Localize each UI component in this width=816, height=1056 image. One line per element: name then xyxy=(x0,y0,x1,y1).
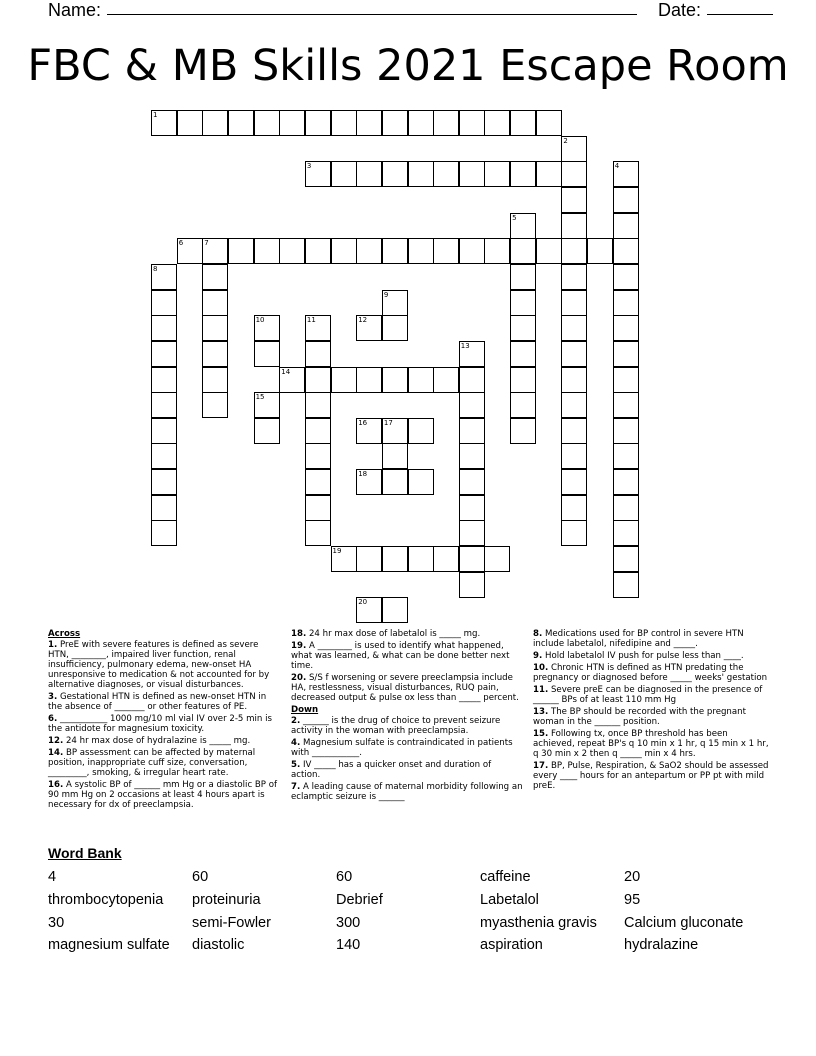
clue-number-label: 12. xyxy=(48,736,64,746)
crossword-cell[interactable] xyxy=(613,546,639,572)
crossword-cell[interactable] xyxy=(510,161,536,187)
clue-item xyxy=(291,760,523,780)
clue-item xyxy=(48,780,280,810)
word-bank-entry: proteinuria xyxy=(192,892,261,908)
crossword-cell[interactable] xyxy=(151,418,177,444)
crossword-cell[interactable] xyxy=(613,443,639,469)
crossword-cell[interactable] xyxy=(613,238,639,264)
date-label: Date: xyxy=(658,0,702,20)
crossword-cell[interactable] xyxy=(613,290,639,316)
clue-text: 24 hr max dose of labetalol is _____ mg. xyxy=(306,629,481,639)
word-bank-entry: 60 xyxy=(336,869,353,885)
crossword-cell[interactable] xyxy=(510,367,536,393)
crossword-cell[interactable] xyxy=(561,161,587,187)
crossword-cell[interactable] xyxy=(561,315,587,341)
crossword-cell[interactable] xyxy=(561,213,587,239)
clue-number: 5 xyxy=(512,213,517,222)
clue-number: 8 xyxy=(153,264,158,273)
crossword-cell[interactable] xyxy=(279,238,305,264)
crossword-cell[interactable] xyxy=(561,264,587,290)
crossword-cell[interactable] xyxy=(408,238,434,264)
clue-item xyxy=(533,663,769,683)
word-bank-entry: 60 xyxy=(192,869,209,885)
word-bank-entry: Debrief xyxy=(336,892,383,908)
crossword-cell[interactable] xyxy=(228,110,254,136)
crossword-cell[interactable] xyxy=(613,469,639,495)
crossword-cell[interactable] xyxy=(408,110,434,136)
crossword-cell[interactable] xyxy=(510,110,536,136)
clue-number: 18 xyxy=(358,470,368,479)
clue-number: 11 xyxy=(306,316,316,325)
clue-number: 4 xyxy=(614,162,620,171)
clue-number-label: 16. xyxy=(48,780,64,790)
clue-number-label: 9. xyxy=(533,651,543,661)
clue-number: 7 xyxy=(204,239,209,248)
clue-number: 6 xyxy=(178,239,184,248)
crossword-cell[interactable] xyxy=(382,110,408,136)
clue-number-label: 8. xyxy=(533,629,543,639)
clue-text: Magnesium sulfate is contraindicated in patients with ___________. xyxy=(291,738,513,758)
crossword-cell[interactable] xyxy=(484,110,510,136)
across-clues-part2 xyxy=(291,629,523,703)
crossword-cell[interactable] xyxy=(382,469,408,495)
crossword-cell[interactable] xyxy=(561,367,587,393)
crossword-cell[interactable] xyxy=(177,110,203,136)
clue-number: 20 xyxy=(358,598,368,607)
crossword-cell[interactable] xyxy=(484,546,510,572)
clue-item xyxy=(48,748,280,778)
clue-text: BP assessment can be affected by maternal position, inappropriate cuff size, conversation, _________, smoking, & irregular heart rate. xyxy=(48,748,256,778)
word-bank-entry: magnesium sulfate xyxy=(48,937,170,953)
clue-text: A systolic BP of ______ mm Hg or a diastolic BP of 90 mm Hg on 2 occasions at least 4 hours apart is necessary for dx of preeclampsia. xyxy=(48,780,277,810)
crossword-cell[interactable] xyxy=(561,418,587,444)
clue-item xyxy=(48,692,280,712)
crossword-cell[interactable] xyxy=(305,469,331,495)
word-bank-entry: caffeine xyxy=(480,869,531,885)
crossword-cell[interactable] xyxy=(382,315,408,341)
crossword-cell[interactable] xyxy=(510,392,536,418)
crossword-cell[interactable] xyxy=(305,341,331,367)
word-bank-entry: myasthenia gravis xyxy=(480,915,597,931)
clue-item xyxy=(291,716,523,736)
clue-text: BP, Pulse, Respiration, & SaO2 should be assessed every ____ hours for an antepartum or PP pt with mild preE. xyxy=(533,761,769,791)
crossword-cell[interactable] xyxy=(613,367,639,393)
clue-text: A ________ is used to identify what happened, what was learned, & what can be done better next time. xyxy=(291,641,510,671)
clue-item xyxy=(291,629,523,639)
clue-number-label: 13. xyxy=(533,707,549,717)
crossword-cell[interactable] xyxy=(561,469,587,495)
clues-column-3 xyxy=(533,629,769,793)
crossword-cell[interactable] xyxy=(510,418,536,444)
word-bank-entry: hydralazine xyxy=(624,937,699,953)
clue-number-label: 2. xyxy=(291,716,301,726)
crossword-cell[interactable] xyxy=(561,341,587,367)
crossword-cell[interactable] xyxy=(613,341,639,367)
crossword-cell[interactable] xyxy=(561,187,587,213)
clue-text: IV _____ has a quicker onset and duration of action. xyxy=(291,760,492,780)
crossword-cell[interactable] xyxy=(305,418,331,444)
crossword-cell[interactable] xyxy=(254,418,280,444)
word-bank-entry: semi-Fowler xyxy=(192,915,271,931)
crossword-cell[interactable] xyxy=(433,110,459,136)
crossword-cell[interactable] xyxy=(202,315,228,341)
crossword-cell[interactable] xyxy=(356,110,382,136)
crossword-cell[interactable] xyxy=(459,572,485,598)
clue-number-label: 19. xyxy=(291,641,307,651)
word-bank-entry: 95 xyxy=(624,892,641,908)
crossword-cell[interactable] xyxy=(305,443,331,469)
crossword-cell[interactable] xyxy=(613,495,639,521)
crossword-cell[interactable] xyxy=(459,443,485,469)
crossword-cell[interactable] xyxy=(459,495,485,521)
down-heading: Down xyxy=(291,705,319,715)
crossword-cell[interactable] xyxy=(382,367,408,393)
crossword-cell[interactable] xyxy=(356,161,382,187)
crossword-cell[interactable] xyxy=(536,161,562,187)
clue-number: 17 xyxy=(383,418,393,427)
clue-item xyxy=(533,707,769,727)
crossword-cell[interactable] xyxy=(561,520,587,546)
clue-text: Severe preE can be diagnosed in the presence of ______ BPs of at least 110 mm Hg xyxy=(533,685,763,705)
clue-number: 19 xyxy=(332,547,342,555)
clue-item xyxy=(533,651,769,661)
clue-text: The BP should be recorded with the pregnant woman in the ______ position. xyxy=(533,707,746,727)
clue-text: ______ is the drug of choice to prevent seizure activity in the woman with preeclampsia. xyxy=(291,716,501,736)
crossword-cell[interactable] xyxy=(613,187,639,213)
crossword-cell[interactable] xyxy=(382,546,408,572)
across-clues-part1 xyxy=(48,640,280,810)
crossword-cell[interactable] xyxy=(433,546,459,572)
clue-number-label: 6. xyxy=(48,714,58,724)
clue-text: Gestational HTN is defined as new-onset HTN in the absence of _______ or other features of PE. xyxy=(48,692,267,712)
crossword-cell[interactable] xyxy=(331,110,357,136)
clue-number-label: 7. xyxy=(291,782,301,792)
clue-text: Following tx, once BP threshold has been achieved, repeat BP's q 10 min x 1 hr, q 15 min x 1 hr, q 30 min x 2 then q _____ min x 4 hrs. xyxy=(533,729,769,759)
crossword-cell[interactable] xyxy=(459,546,485,572)
clue-number-label: 14. xyxy=(48,748,64,758)
word-bank-entry: Calcium gluconate xyxy=(624,915,744,931)
clue-number: 9 xyxy=(383,290,389,299)
crossword-cell[interactable] xyxy=(459,238,485,264)
crossword-cell[interactable] xyxy=(484,161,510,187)
clue-number: 3 xyxy=(306,162,312,171)
clue-item xyxy=(533,629,769,649)
crossword-cell[interactable] xyxy=(305,520,331,546)
crossword-cell[interactable] xyxy=(151,315,177,341)
clue-number: 13 xyxy=(460,341,470,350)
clue-item xyxy=(48,714,280,734)
crossword-cell[interactable] xyxy=(408,546,434,572)
crossword-cell[interactable] xyxy=(459,469,485,495)
crossword-cell[interactable] xyxy=(510,315,536,341)
crossword-cell[interactable] xyxy=(561,238,587,264)
clue-item xyxy=(291,738,523,758)
crossword-cell[interactable] xyxy=(613,418,639,444)
clue-number-label: 15. xyxy=(533,729,549,739)
crossword-cell[interactable] xyxy=(382,597,408,623)
crossword-cell[interactable] xyxy=(459,418,485,444)
crossword-cell[interactable] xyxy=(356,238,382,264)
word-bank-title: Word Bank xyxy=(48,845,122,861)
crossword-cell[interactable] xyxy=(254,110,280,136)
crossword-cell[interactable] xyxy=(254,341,280,367)
word-bank-entry: 20 xyxy=(624,869,641,885)
crossword-cell[interactable] xyxy=(151,341,177,367)
crossword-cell[interactable] xyxy=(459,520,485,546)
word-bank-entry: aspiration xyxy=(480,937,543,953)
crossword-cell[interactable] xyxy=(459,392,485,418)
clue-item xyxy=(48,640,280,690)
clue-number-label: 17. xyxy=(533,761,549,771)
clue-text: ___________ 1000 mg/10 ml vial IV over 2-5 min is the antidote for magnesium toxicity. xyxy=(48,714,272,734)
clue-text: PreE with severe features is defined as severe HTN, ________, impaired liver function, renal insufficiency, pulmonary edema, new-onset HA unresponsive to medication & not accounted for by alternative diagnoses, or visual disturbances. xyxy=(48,640,270,690)
clue-number: 15 xyxy=(255,393,265,402)
crossword-cell[interactable] xyxy=(151,443,177,469)
clue-text: S/S f worsening or severe preeclampsia include HA, restlessness, visual disturbances, RUQ pain, decreased output & pulse ox less than _____ percent. xyxy=(291,673,519,703)
clue-number-label: 1. xyxy=(48,640,58,650)
crossword-cell[interactable] xyxy=(536,110,562,136)
crossword-cell[interactable] xyxy=(408,161,434,187)
crossword-cell[interactable] xyxy=(202,290,228,316)
clue-number-label: 20. xyxy=(291,673,307,683)
crossword-cell[interactable] xyxy=(561,290,587,316)
clue-number-label: 10. xyxy=(533,663,549,673)
crossword-cell[interactable] xyxy=(408,418,434,444)
crossword-cell[interactable] xyxy=(331,367,357,393)
name-label: Name: xyxy=(48,0,102,20)
crossword-cell[interactable] xyxy=(561,392,587,418)
crossword-cell[interactable] xyxy=(510,290,536,316)
clue-text: Medications used for BP control in severe HTN include labetalol, nifedipine and _____. xyxy=(533,629,744,649)
crossword-cell[interactable] xyxy=(254,238,280,264)
crossword-cell[interactable] xyxy=(510,264,536,290)
word-bank-entry: 30 xyxy=(48,915,65,931)
clue-item xyxy=(291,641,523,671)
clue-number-label: 4. xyxy=(291,738,301,748)
clue-number: 16 xyxy=(358,418,368,427)
crossword-cell[interactable] xyxy=(202,264,228,290)
down-clues-part2 xyxy=(533,629,769,791)
clue-number: 10 xyxy=(255,316,265,325)
clue-number-label: 11. xyxy=(533,685,549,695)
crossword-cell[interactable] xyxy=(151,520,177,546)
clue-text: Hold labetalol IV push for pulse less than ____. xyxy=(542,651,744,661)
clue-number: 14 xyxy=(281,367,291,376)
crossword-cell[interactable] xyxy=(382,238,408,264)
crossword-cell[interactable] xyxy=(613,315,639,341)
crossword-cell[interactable] xyxy=(510,341,536,367)
clue-number: 1 xyxy=(153,111,158,119)
clue-item xyxy=(533,761,769,791)
crossword-cell[interactable] xyxy=(202,392,228,418)
crossword-cell[interactable] xyxy=(356,546,382,572)
clues-column-2 xyxy=(291,629,523,804)
crossword-cell[interactable] xyxy=(613,264,639,290)
crossword-cell[interactable] xyxy=(331,161,357,187)
crossword-cell[interactable] xyxy=(202,110,228,136)
down-clues-part1 xyxy=(291,716,523,802)
crossword-cell[interactable] xyxy=(279,110,305,136)
across-heading: Across xyxy=(48,629,81,639)
crossword-cell[interactable] xyxy=(613,520,639,546)
crossword-cell[interactable] xyxy=(151,469,177,495)
word-bank-entry: 140 xyxy=(336,937,361,953)
word-bank-entry: thrombocytopenia xyxy=(48,892,164,908)
clue-number: 12 xyxy=(358,316,368,325)
crossword-cell[interactable] xyxy=(587,238,613,264)
crossword-cell[interactable] xyxy=(510,238,536,264)
page-title: FBC & MB Skills 2021 Escape Room xyxy=(27,41,789,91)
crossword-cell[interactable] xyxy=(459,367,485,393)
crossword-cell[interactable] xyxy=(202,341,228,367)
crossword-cell[interactable] xyxy=(228,238,254,264)
clue-number-label: 3. xyxy=(48,692,58,702)
clue-item xyxy=(291,782,523,802)
crossword-cell[interactable] xyxy=(151,495,177,521)
crossword-cell[interactable] xyxy=(613,572,639,598)
clue-text: 24 hr max dose of hydralazine is _____ mg. xyxy=(63,736,251,746)
crossword-cell[interactable] xyxy=(305,110,331,136)
crossword-cell[interactable] xyxy=(382,161,408,187)
crossword-cell[interactable] xyxy=(356,367,382,393)
crossword-cell[interactable] xyxy=(433,238,459,264)
word-bank-entry: 4 xyxy=(48,869,57,885)
crossword-cell[interactable] xyxy=(613,392,639,418)
crossword-cell[interactable] xyxy=(484,238,510,264)
clue-number-label: 18. xyxy=(291,629,307,639)
crossword-cell[interactable] xyxy=(536,238,562,264)
crossword-cell[interactable] xyxy=(433,161,459,187)
clue-text: Chronic HTN is defined as HTN predating the pregnancy or diagnosed before _____ weeks' gestation xyxy=(533,663,768,683)
crossword-cell[interactable] xyxy=(151,290,177,316)
crossword-cell[interactable] xyxy=(459,161,485,187)
crossword-cell[interactable] xyxy=(561,443,587,469)
clue-item xyxy=(291,673,523,703)
clue-number-label: 5. xyxy=(291,760,301,770)
clue-item xyxy=(533,729,769,759)
crossword-cell[interactable] xyxy=(305,495,331,521)
crossword-cell[interactable] xyxy=(408,367,434,393)
crossword-cell[interactable] xyxy=(305,367,331,393)
word-bank-entry: Labetalol xyxy=(480,892,539,908)
crossword-cell[interactable] xyxy=(151,367,177,393)
word-bank-entry: 300 xyxy=(336,915,361,931)
crossword-cell[interactable] xyxy=(331,238,357,264)
crossword-cell[interactable] xyxy=(305,238,331,264)
crossword-cell[interactable] xyxy=(151,392,177,418)
crossword-cell[interactable] xyxy=(305,392,331,418)
crossword-cell[interactable] xyxy=(382,443,408,469)
clue-item xyxy=(48,736,280,746)
crossword-cell[interactable] xyxy=(561,495,587,521)
clue-text: A leading cause of maternal morbidity following an eclamptic seizure is ______ xyxy=(291,782,523,802)
clues-column-1 xyxy=(48,629,280,812)
clue-item xyxy=(533,685,769,705)
crossword-cell[interactable] xyxy=(202,367,228,393)
clue-number: 2 xyxy=(563,136,568,145)
crossword-cell[interactable] xyxy=(408,469,434,495)
crossword-cell[interactable] xyxy=(613,213,639,239)
crossword-cell[interactable] xyxy=(459,110,485,136)
crossword-cell[interactable] xyxy=(433,367,459,393)
word-bank-entry: diastolic xyxy=(192,937,245,953)
